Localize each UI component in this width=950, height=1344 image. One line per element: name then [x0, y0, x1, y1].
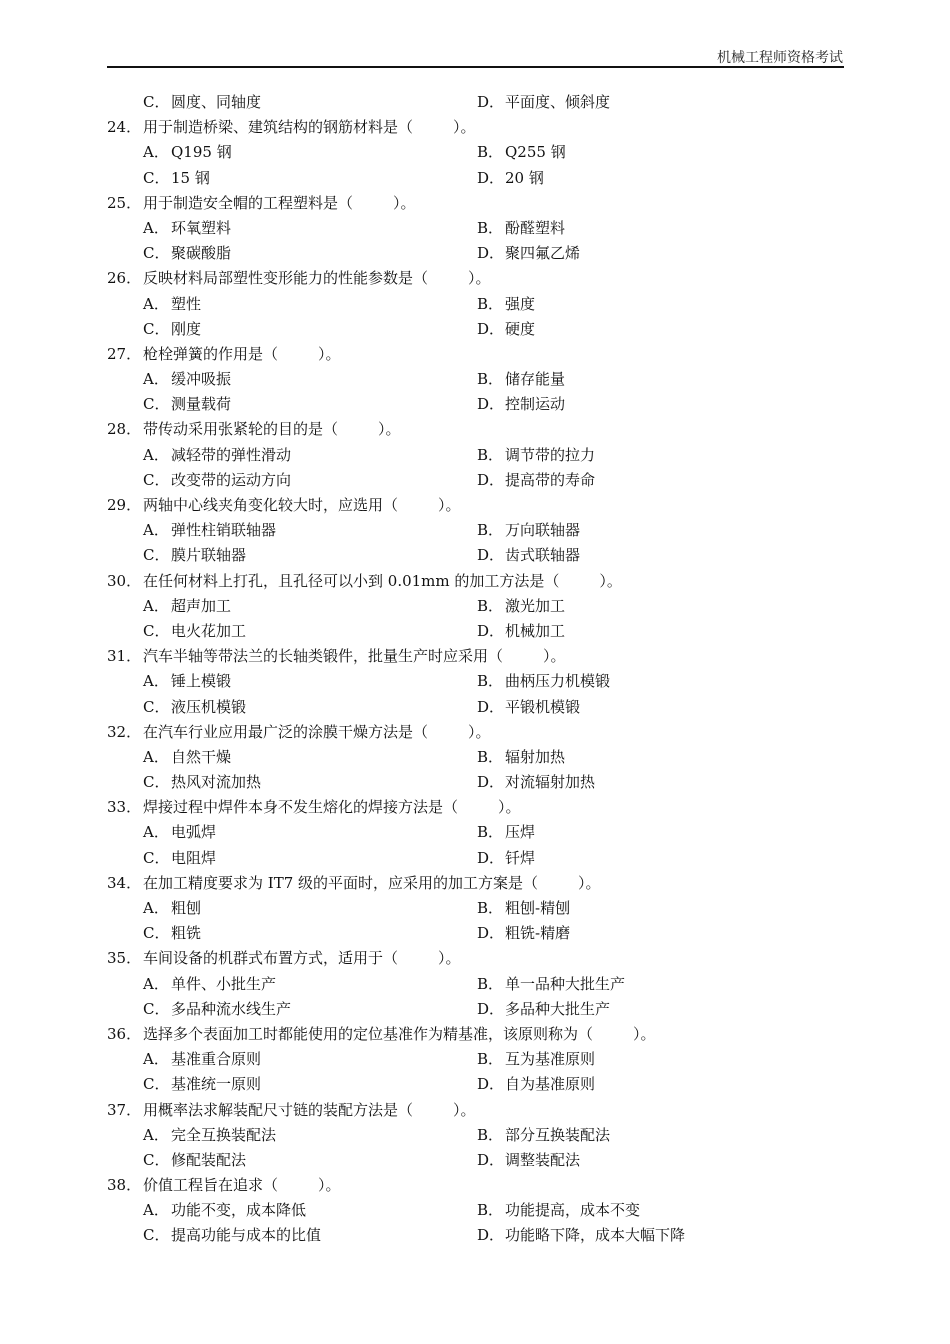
- question-stem: [107, 946, 844, 971]
- option-letter: B．: [477, 1050, 504, 1069]
- option-right: [477, 518, 580, 543]
- option-text: 自然干燥: [171, 747, 232, 766]
- option-letter: C．: [143, 546, 170, 565]
- option-right: [477, 770, 595, 795]
- question-text: 焊接过程中焊件本身不发生熔化的焊接方法是（: [143, 798, 459, 817]
- option-letter: D．: [477, 999, 505, 1018]
- question-text: 用于制造桥梁、建筑结构的钢筋材料是（: [143, 118, 414, 137]
- option-right: [477, 317, 535, 342]
- option-letter: C．: [143, 621, 170, 640]
- option-text: 辐射加热: [505, 747, 566, 766]
- question-text: 在任何材料上打孔，且孔径可以小到 0.01mm 的加工方法是（: [143, 571, 560, 590]
- option-text: 储存能量: [505, 370, 566, 389]
- option-letter: A．: [143, 1050, 169, 1069]
- option-letter: D．: [477, 319, 505, 338]
- option-right: [477, 1223, 685, 1248]
- option-letter: D．: [477, 168, 505, 187]
- question-close: ）。: [543, 647, 566, 666]
- option-left: [143, 846, 216, 871]
- option-row: [107, 1072, 844, 1097]
- question-number: 29．: [107, 496, 142, 514]
- option-letter: D．: [477, 244, 505, 263]
- question-number: 28．: [107, 420, 142, 439]
- option-text: 功能不变，成本降低: [171, 1201, 307, 1220]
- option-right: [477, 695, 580, 720]
- option-letter: A．: [143, 672, 169, 691]
- option-text: 修配装配法: [171, 1150, 247, 1169]
- option-letter: B．: [477, 974, 504, 993]
- option-text: 膜片联轴器: [171, 546, 247, 565]
- question-text: 选择多个表面加工时都能使用的定位基准作为精基准，该原则称为（: [143, 1024, 594, 1043]
- option-letter: A．: [143, 899, 169, 917]
- question-close: ）。: [578, 873, 601, 892]
- question-text: 带传动采用张紧轮的目的是（: [143, 420, 339, 439]
- question-stem: [107, 266, 844, 291]
- option-text: 电弧焊: [171, 823, 217, 842]
- question-close: ）。: [318, 1176, 341, 1195]
- option-text: 基准重合原则: [171, 1050, 262, 1069]
- option-row: [107, 468, 844, 493]
- option-text: 热风对流加热: [171, 773, 262, 792]
- option-right: [477, 1148, 580, 1173]
- option-right: [477, 90, 610, 115]
- option-left: [143, 1047, 261, 1072]
- option-letter: B．: [477, 294, 504, 313]
- option-text: 压焊: [505, 823, 536, 842]
- option-text: 单件、小批生产: [171, 974, 277, 993]
- option-text: 提高功能与成本的比值: [171, 1226, 322, 1245]
- header-rule: [107, 66, 844, 68]
- question-number: 30．: [107, 571, 142, 590]
- option-text: 粗刨: [171, 899, 202, 917]
- question-stem: [107, 795, 844, 820]
- option-right: [477, 1047, 595, 1072]
- option-left: [143, 216, 231, 241]
- question-text: 在加工精度要求为 IT7 级的平面时，应采用的加工方案是（: [143, 873, 539, 892]
- option-row: [107, 518, 844, 543]
- question-close: ）。: [468, 722, 491, 741]
- option-row: [107, 1223, 844, 1248]
- question-text: 在汽车行业应用最广泛的涂膜干燥方法是（: [143, 722, 429, 741]
- option-text: 聚四氟乙烯: [505, 244, 581, 263]
- option-text: 机械加工: [505, 621, 566, 640]
- option-right: [477, 392, 565, 417]
- option-left: [143, 317, 201, 342]
- option-text: 聚碳酸脂: [171, 244, 232, 263]
- option-text: 圆度、同轴度: [171, 93, 262, 111]
- question-number: 27．: [107, 344, 142, 363]
- option-letter: D．: [477, 395, 505, 414]
- question-text: 车间设备的机群式布置方式，适用于（: [143, 949, 399, 968]
- option-text: 粗刨-精刨: [505, 899, 571, 917]
- option-left: [143, 695, 246, 720]
- option-left: [143, 543, 246, 568]
- question-text: 价值工程旨在追求（: [143, 1176, 279, 1195]
- option-letter: D．: [477, 848, 505, 867]
- option-right: [477, 972, 625, 997]
- question-number: 33．: [107, 798, 142, 817]
- option-row: [107, 392, 844, 417]
- option-letter: B．: [477, 1125, 504, 1144]
- option-letter: C．: [143, 1226, 170, 1245]
- option-letter: C．: [143, 244, 170, 263]
- option-right: [477, 820, 535, 845]
- question-stem: [107, 871, 844, 896]
- option-row: [107, 216, 844, 241]
- option-left: [143, 896, 201, 921]
- option-text: Q255 钢: [505, 143, 566, 162]
- option-text: 弹性柱销联轴器: [171, 521, 277, 540]
- question-close: ）。: [393, 193, 416, 212]
- option-left: [143, 1072, 261, 1097]
- option-letter: B．: [477, 899, 504, 917]
- option-letter: A．: [143, 974, 169, 993]
- question-stem: [107, 115, 844, 140]
- question-close: ）。: [318, 344, 341, 363]
- question-stem: [107, 1173, 844, 1198]
- option-row: [107, 1123, 844, 1148]
- question-close: ）。: [438, 949, 461, 968]
- option-text: 功能略下降，成本大幅下降: [505, 1226, 686, 1245]
- option-left: [143, 921, 201, 946]
- option-left: [143, 770, 261, 795]
- option-left: [143, 468, 291, 493]
- option-row: [107, 443, 844, 468]
- question-list: [107, 90, 844, 1249]
- option-left: [143, 594, 231, 619]
- option-text: 减轻带的弹性滑动: [171, 445, 292, 464]
- option-left: [143, 1223, 321, 1248]
- option-letter: A．: [143, 445, 169, 464]
- option-text: 提高带的寿命: [505, 470, 596, 489]
- option-letter: B．: [477, 823, 504, 842]
- option-left: [143, 619, 246, 644]
- option-letter: D．: [477, 924, 505, 943]
- option-text: 超声加工: [171, 596, 232, 615]
- option-right: [477, 367, 565, 392]
- option-text: 电阻焊: [171, 848, 217, 867]
- option-right: [477, 468, 595, 493]
- question-text: 用概率法求解装配尺寸链的装配方法是（: [143, 1100, 414, 1119]
- option-letter: D．: [477, 773, 505, 792]
- option-text: 测量载荷: [171, 395, 232, 414]
- option-row: [107, 166, 844, 191]
- option-right: [477, 921, 570, 946]
- option-row: [107, 896, 844, 921]
- option-left: [143, 392, 231, 417]
- option-letter: B．: [477, 1201, 504, 1220]
- option-letter: C．: [143, 395, 170, 414]
- option-letter: C．: [143, 93, 170, 111]
- option-letter: A．: [143, 294, 169, 313]
- option-text: 曲柄压力机模锻: [505, 672, 611, 691]
- option-text: 酚醛塑料: [505, 218, 566, 237]
- option-right: [477, 846, 535, 871]
- option-left: [143, 1123, 276, 1148]
- option-letter: C．: [143, 319, 170, 338]
- option-text: 电火花加工: [171, 621, 247, 640]
- question-number: 32．: [107, 722, 142, 741]
- option-text: 自为基准原则: [505, 1075, 596, 1094]
- option-letter: B．: [477, 218, 504, 237]
- question-number: 34．: [107, 873, 142, 892]
- question-text: 反映材料局部塑性变形能力的性能参数是（: [143, 269, 429, 288]
- question-close: ）。: [453, 118, 476, 137]
- question-close: ）。: [453, 1100, 476, 1119]
- option-right: [477, 997, 610, 1022]
- option-text: 完全互换装配法: [171, 1125, 277, 1144]
- option-letter: C．: [143, 697, 170, 716]
- option-letter: C．: [143, 924, 170, 943]
- question-close: ）。: [438, 496, 461, 514]
- option-row: [107, 997, 844, 1022]
- option-letter: A．: [143, 1201, 169, 1220]
- option-row: [107, 1047, 844, 1072]
- option-row: [107, 140, 844, 165]
- option-letter: C．: [143, 168, 170, 187]
- option-letter: B．: [477, 596, 504, 615]
- option-letter: B．: [477, 370, 504, 389]
- option-text: 20 钢: [505, 168, 544, 187]
- question-close: ）。: [599, 571, 622, 590]
- option-text: 控制运动: [505, 395, 566, 414]
- option-text: 调节带的拉力: [505, 445, 596, 464]
- option-row: [107, 292, 844, 317]
- option-right: [477, 216, 565, 241]
- option-row: [107, 846, 844, 871]
- option-text: 液压机模锻: [171, 697, 247, 716]
- option-letter: A．: [143, 596, 169, 615]
- option-left: [143, 90, 261, 115]
- option-letter: C．: [143, 773, 170, 792]
- option-text: 15 钢: [171, 168, 210, 187]
- option-text: 单一品种大批生产: [505, 974, 626, 993]
- option-row: [107, 1198, 844, 1223]
- option-left: [143, 292, 201, 317]
- option-row: [107, 543, 844, 568]
- option-letter: B．: [477, 521, 504, 540]
- option-letter: B．: [477, 672, 504, 691]
- option-text: 平面度、倾斜度: [505, 93, 611, 111]
- option-letter: D．: [477, 470, 505, 489]
- option-letter: C．: [143, 848, 170, 867]
- option-left: [143, 367, 231, 392]
- question-stem: [107, 720, 844, 745]
- option-row: [107, 820, 844, 845]
- option-right: [477, 594, 565, 619]
- option-text: 多品种流水线生产: [171, 999, 292, 1018]
- question-number: 38．: [107, 1176, 142, 1195]
- option-text: 硬度: [505, 319, 536, 338]
- option-letter: A．: [143, 1125, 169, 1144]
- option-row: [107, 90, 844, 115]
- option-left: [143, 518, 276, 543]
- option-row: [107, 770, 844, 795]
- question-number: 25．: [107, 193, 142, 212]
- option-right: [477, 241, 580, 266]
- question-number: 37．: [107, 1100, 142, 1119]
- option-row: [107, 317, 844, 342]
- question-text: 汽车半轴等带法兰的长轴类锻件，批量生产时应采用（: [143, 647, 504, 666]
- option-text: 粗铣-精磨: [505, 924, 571, 943]
- option-row: [107, 921, 844, 946]
- question-stem: [107, 342, 844, 367]
- option-letter: C．: [143, 999, 170, 1018]
- option-text: 塑性: [171, 294, 202, 313]
- question-stem: [107, 644, 844, 669]
- option-left: [143, 241, 231, 266]
- question-number: 31．: [107, 647, 142, 666]
- option-letter: A．: [143, 143, 169, 162]
- option-text: 改变带的运动方向: [171, 470, 292, 489]
- question-text: 用于制造安全帽的工程塑料是（: [143, 193, 354, 212]
- option-right: [477, 140, 566, 165]
- question-number: 36．: [107, 1024, 142, 1043]
- option-right: [477, 1198, 640, 1223]
- option-row: [107, 619, 844, 644]
- option-row: [107, 695, 844, 720]
- question-stem: [107, 493, 844, 518]
- option-right: [477, 543, 580, 568]
- question-stem: [107, 1098, 844, 1123]
- option-letter: D．: [477, 697, 505, 716]
- option-text: 粗铣: [171, 924, 202, 943]
- question-number: 26．: [107, 269, 142, 288]
- option-text: 对流辐射加热: [505, 773, 596, 792]
- option-text: Q195 钢: [171, 143, 232, 162]
- option-text: 锤上模锻: [171, 672, 232, 691]
- option-letter: D．: [477, 1226, 505, 1245]
- option-left: [143, 1198, 306, 1223]
- option-right: [477, 443, 595, 468]
- question-text: 两轴中心线夹角变化较大时，应选用（: [143, 496, 399, 514]
- option-row: [107, 1148, 844, 1173]
- option-row: [107, 669, 844, 694]
- option-letter: D．: [477, 93, 505, 111]
- option-left: [143, 1148, 246, 1173]
- option-letter: B．: [477, 445, 504, 464]
- question-number: 24．: [107, 118, 142, 137]
- question-close: ）。: [378, 420, 401, 439]
- header-title: 机械工程师资格考试: [717, 50, 843, 66]
- option-letter: B．: [477, 747, 504, 766]
- option-letter: C．: [143, 1150, 170, 1169]
- option-left: [143, 669, 231, 694]
- option-letter: D．: [477, 621, 505, 640]
- question-close: ）。: [498, 798, 521, 817]
- question-stem: [107, 417, 844, 442]
- option-row: [107, 367, 844, 392]
- option-left: [143, 443, 291, 468]
- option-text: 强度: [505, 294, 536, 313]
- option-right: [477, 292, 535, 317]
- option-right: [477, 1123, 610, 1148]
- option-text: 环氧塑料: [171, 218, 232, 237]
- question-close: ）。: [633, 1024, 656, 1043]
- option-letter: C．: [143, 1075, 170, 1094]
- option-text: 基准统一原则: [171, 1075, 262, 1094]
- option-letter: A．: [143, 747, 169, 766]
- option-row: [107, 745, 844, 770]
- option-text: 调整装配法: [505, 1150, 581, 1169]
- question-close: ）。: [468, 269, 491, 288]
- option-text: 万向联轴器: [505, 521, 581, 540]
- option-right: [477, 619, 565, 644]
- option-text: 缓冲吸振: [171, 370, 232, 389]
- option-text: 刚度: [171, 319, 202, 338]
- option-letter: D．: [477, 1150, 505, 1169]
- option-letter: A．: [143, 370, 169, 389]
- option-letter: A．: [143, 521, 169, 540]
- option-letter: B．: [477, 143, 504, 162]
- option-right: [477, 166, 544, 191]
- question-stem: [107, 569, 844, 594]
- option-text: 部分互换装配法: [505, 1125, 611, 1144]
- option-left: [143, 166, 210, 191]
- option-left: [143, 745, 231, 770]
- option-left: [143, 972, 276, 997]
- question-stem: [107, 1022, 844, 1047]
- question-text: 枪栓弹簧的作用是（: [143, 344, 279, 363]
- option-letter: D．: [477, 1075, 505, 1094]
- option-row: [107, 972, 844, 997]
- option-right: [477, 669, 610, 694]
- option-left: [143, 820, 216, 845]
- option-text: 钎焊: [505, 848, 536, 867]
- option-text: 多品种大批生产: [505, 999, 611, 1018]
- option-letter: C．: [143, 470, 170, 489]
- option-right: [477, 896, 570, 921]
- option-text: 齿式联轴器: [505, 546, 581, 565]
- option-row: [107, 241, 844, 266]
- option-letter: D．: [477, 546, 505, 565]
- option-right: [477, 745, 565, 770]
- question-stem: [107, 191, 844, 216]
- option-left: [143, 140, 232, 165]
- option-text: 互为基准原则: [505, 1050, 596, 1069]
- option-row: [107, 594, 844, 619]
- option-letter: A．: [143, 823, 169, 842]
- option-text: 功能提高，成本不变: [505, 1201, 641, 1220]
- option-left: [143, 997, 291, 1022]
- option-letter: A．: [143, 218, 169, 237]
- option-right: [477, 1072, 595, 1097]
- option-text: 平锻机模锻: [505, 697, 581, 716]
- question-number: 35．: [107, 949, 142, 968]
- option-text: 激光加工: [505, 596, 566, 615]
